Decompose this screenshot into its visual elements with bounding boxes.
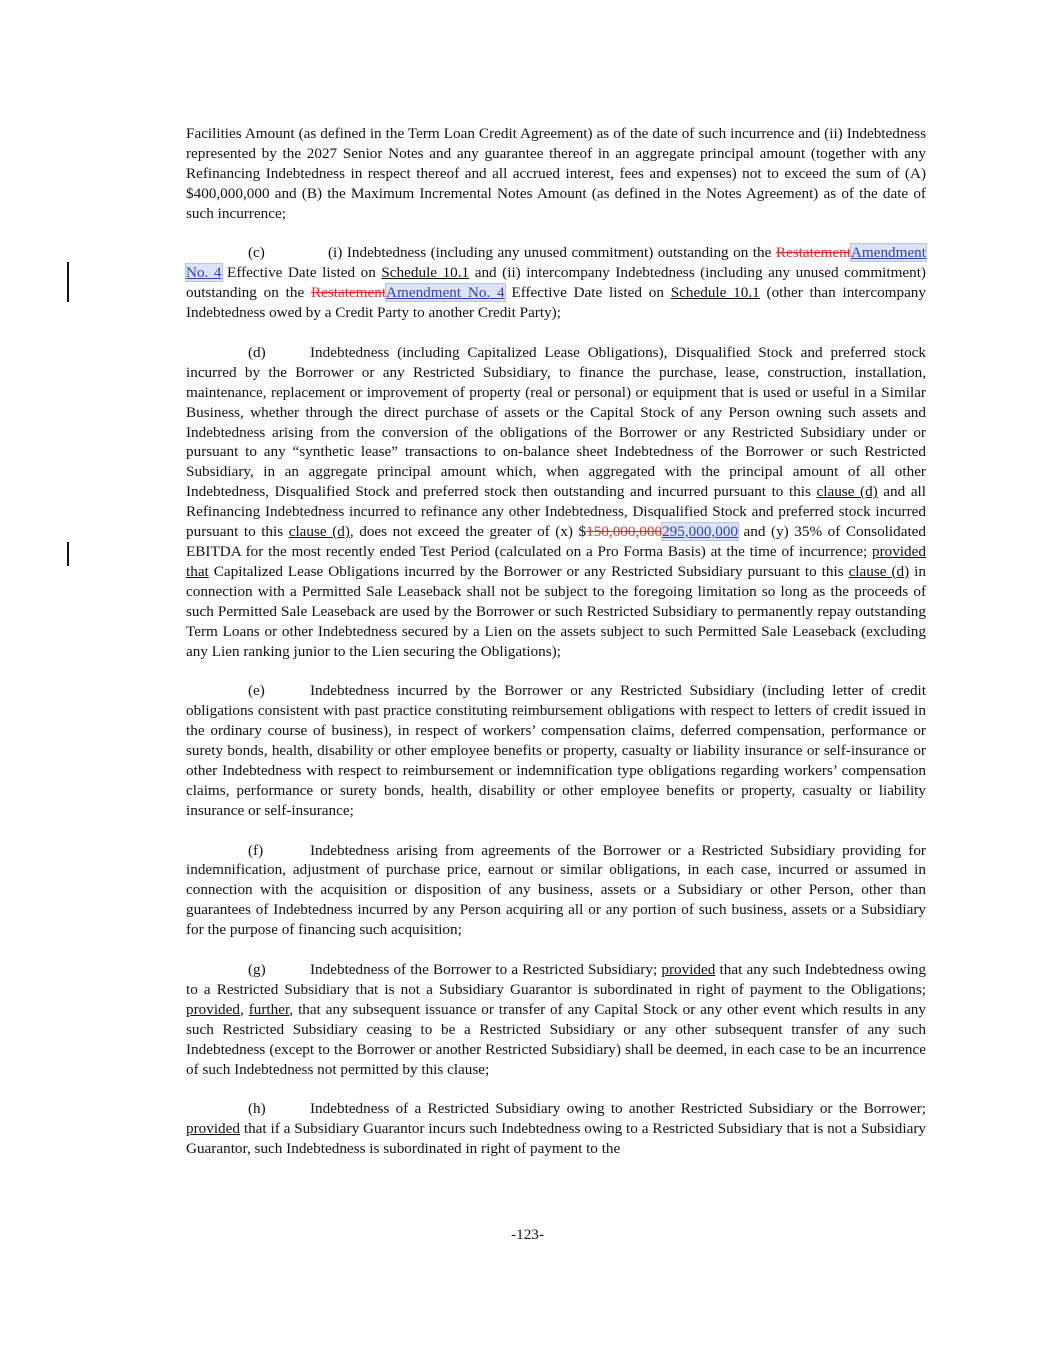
inserted-text: Amendment No. 4 [386, 284, 505, 302]
change-bar-d [67, 542, 69, 566]
underlined-term: provided [186, 1120, 240, 1138]
clause-g: (g) Indebtedness of the Borrower to a Restricted Subsidiary; provided that any such Indebtedness owing to a Restricted Subsidiary that is not a Subsidiary Guarantor is subordinated in right of payment to the Obligations; provided, further, that any subsequent issuance or transfer of any Capital Stock or any other event which results in any such Restricted Subsidiary ceasing to be a Restricted Subsidiary or any other subsequent transfer of any such Indebtedness (except to the Borrower or another Restricted Subsidiary) shall be deemed, in each case to be an incurrence of such Indebtedness not permitted by this clause; [186, 960, 926, 1078]
deleted-text: Restatement [775, 244, 851, 262]
clause-c: (c) (i) Indebtedness (including any unused commitment) outstanding on the RestatementAmendment No. 4 Effective Date listed on Schedule 10.1 and (ii) intercompany Indebtedness (including any unused commitment) outstanding on the RestatementAmendment No. 4 Effective Date listed on Schedule 10.1 (other than intercompany Indebtedness owed by a Credit Party to another Credit Party); [186, 244, 926, 322]
clause-label: (d) [248, 343, 266, 361]
clause-label: (f) [248, 841, 264, 859]
clause-d: (d) Indebtedness (including Capitalized Lease Obligations), Disqualified Stock and preferred stock incurred by the Borrower or any Restricted Subsidiary, to finance the purchase, lease, construction, installation, maintenance, replacement or improvement of property (real or personal) or equipment that is used or useful in a Similar Business, whether through the direct purchase of assets or the Capital Stock of any Person owning such assets and Indebtedness arising from the conversion of the obligations of the Borrower or any Restricted Subsidiary under or pursuant to any “synthetic lease” transactions to on-balance sheet Indebtedness of the Borrower or such Restricted Subsidiary, in an aggregate principal amount which, when aggregated with the principal amount of all other Indebtedness, Disqualified Stock and preferred stock then outstanding and incurred pursuant to this clause (d) and all Refinancing Indebtedness incurred to refinance any other Indebtedness, Disqualified Stock and preferred stock incurred pursuant to this clause (d), does not exceed the greater of (x) $150,000,000295,000,000 and (y) 35% of Consolidated EBITDA for the most recently ended Test Period (calculated on a Pro Forma Basis) at the time of incurrence; provided that Capitalized Lease Obligations incurred by the Borrower or any Restricted Subsidiary pursuant to this clause (d) in connection with a Permitted Sale Leaseback shall not be subject to the foregoing limitation so long as the proceeds of such Permitted Sale Leaseback are used by the Borrower or such Restricted Subsidiary to permanently repay outstanding Term Loans or other Indebtedness secured by a Lien on the assets subject to such Permitted Sale Leaseback (excluding any Lien ranking junior to the Lien securing the Obligations); [186, 343, 927, 660]
underlined-term: provided [872, 543, 926, 560]
clause-reference: clause (d) [288, 523, 350, 541]
clause-label: (e) [248, 682, 265, 700]
document-body [186, 124, 926, 1159]
inserted-text: 295,000,000 [662, 523, 738, 541]
deleted-text: Restatement [310, 284, 387, 302]
underlined-term: further [248, 1000, 290, 1018]
clause-f: (f) Indebtedness arising from agreements of the Borrower or a Restricted Subsidiary providing for indemnification, adjustment of purchase price, earnout or similar obligations, in each case, incurred or assumed in connection with the acquisition or disposition of any business, assets or a Subsidiary or other Person, other than guarantees of Indebtedness incurred by any Person acquiring all or any portion of such business, assets or a Subsidiary for the purpose of financing such acquisition; [186, 841, 926, 939]
underlined-term: provided [661, 960, 716, 978]
clause-h: (h) Indebtedness of a Restricted Subsidiary owing to another Restricted Subsidiary or the Borrower; provided that if a Subsidiary Guarantor incurs such Indebtedness owing to a Restricted Subsidiary that is not a Subsidiary Guarantor, such Indebtedness is subordinated in right of payment to the [186, 1100, 926, 1158]
paragraph-continuation: Facilities Amount (as defined in the Term Loan Credit Agreement) as of the date of such incurrence and (ii) Indebtedness represented by the 2027 Senior Notes and any guarantee thereof in an aggregate principal amount (together with any Refinancing Indebtedness in respect thereof and all accrued interest, fees and expenses) not to exceed the sum of (A) $400,000,000 and (B) the Maximum Incremental Notes Amount (as defined in the Notes Agreement) as of the date of such incurrence; [186, 125, 926, 222]
schedule-reference: Schedule 10.1 [381, 264, 470, 282]
change-bar-c [67, 262, 69, 302]
deleted-text: 150,000,000 [586, 523, 663, 541]
underlined-term: that [186, 562, 209, 580]
schedule-reference: Schedule 10.1 [670, 284, 760, 302]
clause-label: (c) [248, 244, 265, 262]
underlined-term: provided [186, 1000, 240, 1018]
page-number: -123- [511, 1226, 544, 1243]
clause-e: (e) Indebtedness incurred by the Borrower or any Restricted Subsidiary (including letter of credit obligations consistent with past practice constituting reimbursement obligations with respect to letters of credit issued in the ordinary course of business), in respect of workers’ compensation claims, deferred compensation, performance or surety bonds, health, disability or other employee benefits or property, casualty or liability insurance or self-insurance or other Indebtedness with respect to reimbursement or indemnification type obligations regarding workers’ compensation claims, performance or surety bonds, health, disability or other employee benefits or property, casualty or liability insurance or self-insurance; [186, 682, 926, 819]
clause-reference: clause (d) [848, 562, 910, 580]
clause-reference: clause (d) [816, 483, 878, 501]
clause-label: (g) [248, 960, 266, 978]
clause-label: (h) [248, 1100, 266, 1118]
inserted-text: Amendment No. 4 [186, 244, 926, 282]
